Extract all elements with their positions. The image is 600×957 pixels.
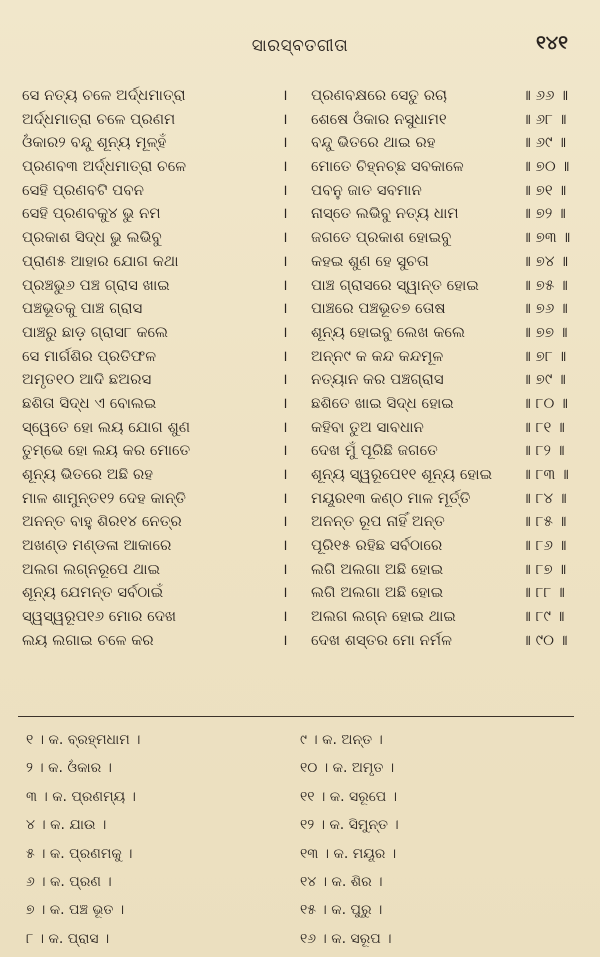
verse-row bbox=[0, 155, 600, 179]
verse-row bbox=[0, 368, 600, 392]
verse-right-half: ମୟୂର୧୩ କଣ୍ଠ ମାଳ ମୂର୍ତ୍ତି bbox=[311, 488, 471, 507]
verse-left-half: ସେ ନତ୍ୟ ଚଳେ ଅର୍ଦ୍ଧମାତ୍ରା bbox=[22, 86, 186, 104]
verse-row bbox=[0, 416, 600, 440]
footnote-left: ୧ । କ. ବ୍ରହ୍ମଧାମ । bbox=[26, 732, 141, 748]
footnote-divider bbox=[18, 716, 574, 717]
verse-separator: । bbox=[282, 322, 288, 341]
verse-separator: । bbox=[282, 133, 288, 152]
verse-left-half: ପ୍ରଞ୍ଚଭୁ୬ ପଞ୍ଚ ଗ୍ରାସ ଖାଇ bbox=[22, 275, 170, 294]
footnote-right: ୧୦ । କ. ଅମୃତ । bbox=[300, 760, 395, 777]
verse-right-half: ଲଗି ଅଲଗା ଅଛି ହୋଇ bbox=[311, 559, 444, 578]
verse-number: ॥ ୮୯ ॥ bbox=[522, 607, 565, 626]
verse-right-half: ପବନୁ ଜାତ ସବମାନ bbox=[311, 180, 422, 199]
verse-separator: । bbox=[282, 393, 288, 412]
verse-separator: । bbox=[282, 630, 288, 649]
footnote-right: ୧୧ । କ. ସରୂପେ । bbox=[300, 788, 398, 805]
footnote-right: ୧୫ । କ. ପୁରୁ । bbox=[300, 902, 383, 919]
footnote-right: ୧୪ । କ. ଶିର । bbox=[300, 873, 383, 890]
verse-number: ॥ ୭୮ ॥ bbox=[522, 346, 567, 365]
verse-right-half: ଶୂନ୍ୟ ହୋଇବୁ ଲେଖ କଲେ bbox=[311, 322, 466, 341]
footnote-left: ୮ । କ. ପ୍ରାସ । bbox=[26, 930, 110, 947]
verse-row bbox=[0, 439, 600, 463]
verse-row bbox=[0, 510, 600, 534]
verse-row bbox=[0, 581, 600, 605]
verse-left-half: ଅର୍ଦ୍ଧମାତ୍ରା ଚଳେ ପ୍ରଣମ bbox=[22, 109, 176, 128]
verse-left-half: ଲୟ ଲଗାଇ ଚଳେ କର bbox=[22, 630, 154, 649]
verse-row bbox=[0, 84, 600, 108]
verse-separator: । bbox=[282, 536, 288, 555]
footnote-left: ୬ । କ. ପ୍ରଣ । bbox=[26, 873, 112, 890]
verse-number: ॥ ୮୮ ॥ bbox=[522, 583, 565, 602]
verse-separator: । bbox=[282, 559, 288, 578]
footnote-row bbox=[0, 868, 600, 896]
footnote-left: ୩ । କ. ପ୍ରଣମ୍ୟ । bbox=[26, 788, 136, 805]
verse-number: ॥ ୮୭ ॥ bbox=[522, 559, 567, 578]
verse-separator: । bbox=[282, 86, 288, 104]
verse-separator: । bbox=[282, 251, 288, 270]
verse-number: ॥ ୮୬ ॥ bbox=[522, 536, 567, 555]
verse-row bbox=[0, 629, 600, 653]
verse-number: ॥ ୯୦ ॥ bbox=[522, 630, 568, 649]
verse-number: ॥ ୮୦ ॥ bbox=[522, 393, 568, 412]
footnote-row bbox=[0, 726, 600, 754]
verse-number: ॥ ୬୬ ॥ bbox=[522, 86, 569, 104]
page-header bbox=[0, 30, 600, 66]
verse-row bbox=[0, 605, 600, 629]
verse-number: ॥ ୮୨ ॥ bbox=[522, 441, 565, 460]
verse-right-half: ନାସ୍ତେ ଲଭିବୁ ନତ୍ୟ ଧାମ bbox=[311, 204, 459, 223]
verse-separator: । bbox=[282, 488, 288, 507]
verse-right-half: ଦେଖ ଶସ୍ତର ମୋ ନର୍ମଳ bbox=[311, 630, 452, 649]
footnote-row bbox=[0, 754, 600, 782]
footnote-row bbox=[0, 925, 600, 953]
verse-left-half: ପ୍ରଣବ୩ ଅର୍ଦ୍ଧମାତ୍ରା ଚଳେ bbox=[22, 157, 187, 176]
verse-left-half: ସେହି ପ୍ରଣବଟି ପବନ bbox=[22, 180, 144, 199]
verse-number: ॥ ୮୩ ॥ bbox=[522, 465, 569, 483]
verse-separator: । bbox=[282, 109, 288, 128]
verse-row bbox=[0, 321, 600, 345]
verse-number: ॥ ୮୧ ॥ bbox=[522, 417, 565, 436]
verse-right-half: କହିବା ତୁଅ ସାବଧାନ bbox=[311, 417, 424, 436]
verse-number: ॥ ୭୩ ॥ bbox=[522, 228, 571, 247]
verse-separator: । bbox=[282, 512, 288, 531]
verse-left-half: ସ୍ୱସ୍ୱରୂପ୧୬ ମୋର ଦେଖ bbox=[22, 607, 177, 626]
verse-row bbox=[0, 558, 600, 582]
verse-right-half: ଅନନ୍ତ ରୂପ ନାହିଁ ଅନ୍ତ bbox=[311, 512, 445, 531]
verse-number: ॥ ୭୬ ॥ bbox=[522, 299, 568, 318]
verse-right-half: ଶେଷେ ଓଁକାର ନସୁଧାମ୧ bbox=[311, 109, 447, 128]
verse-row bbox=[0, 297, 600, 321]
verse-left-half: ସ୍ୱେତେ ହୋ ଲୟ ଯୋଗ ଶୁଣ bbox=[22, 417, 191, 436]
verse-separator: । bbox=[282, 441, 288, 460]
verse-number: ॥ ୭୨ ॥ bbox=[522, 204, 566, 223]
footnote-row bbox=[0, 783, 600, 811]
verse-right-half: ପାଞ୍ଚରେ ପଞ୍ଚଭୂତ୭ ତୋଷ bbox=[311, 299, 446, 318]
verse-left-half: ପ୍ରାଣ୫ ଆହାର ଯୋଗ କଥା bbox=[22, 251, 179, 270]
footnote-left: ୭ । କ. ପଞ୍ଚ ଭୂତ । bbox=[26, 902, 125, 919]
verse-row bbox=[0, 274, 600, 298]
verse-separator: । bbox=[282, 370, 288, 389]
verse-right-half: କହଇ ଶୁଣ ହେ ସୁଚତା bbox=[311, 251, 429, 270]
footnote-list bbox=[0, 726, 600, 953]
verse-number: ॥ ୭୦ ॥ bbox=[522, 157, 570, 176]
verse-separator: । bbox=[282, 465, 288, 483]
verse-left-half: ଓଁକାର୨ ବନ୍ଦୁ ଶୂନ୍ୟ ମୂଳ୍ହଁ bbox=[22, 133, 167, 152]
verse-left-half: ପାଞ୍ଚରୁ ଛାଡ଼ ଗ୍ରାସ୮ କଲେ bbox=[22, 322, 169, 341]
page-number: ୧୪୧ bbox=[536, 32, 568, 54]
verse-right-half: ଅନ୍ନ୯ କ କନ୍ଦ କନ୍ଦମୂଳ bbox=[311, 346, 444, 365]
verse-right-half: ପ୍ରଣବକ୍ଷରେ ସେତୁ ରଚା bbox=[311, 86, 448, 104]
verse-right-half: ନତ୍ୟାନ କର ପଞ୍ଚଗ୍ରାସ bbox=[311, 370, 444, 389]
verse-row bbox=[0, 250, 600, 274]
verse-left-half: ଅମୃତ୧୦ ଆଦି ଛଅରସ bbox=[22, 370, 152, 389]
verse-row bbox=[0, 392, 600, 416]
verse-left-half: ଅନନ୍ତ ବାହୁ ଶିର୧୪ ନେତ୍ର bbox=[22, 512, 182, 531]
verse-right-half: ଅଲଗ ଲଗ୍ନ ହୋଇ ଥାଇ bbox=[311, 607, 456, 626]
verse-number: ॥ ୮୪ ॥ bbox=[522, 488, 567, 507]
verse-left-half: ପଞ୍ଚଭୂତକୁ ପାଞ୍ଚ ଗ୍ରାସ bbox=[22, 299, 143, 318]
footnote-left: ୫ । କ. ପ୍ରଣମକୁ । bbox=[26, 845, 133, 862]
verse-separator: । bbox=[282, 204, 288, 223]
footnote-right: ୧୬ । କ. ସରୂପ । bbox=[300, 930, 392, 947]
verse-number: ॥ ୬୯ ॥ bbox=[522, 133, 567, 152]
verse-left-half: ଶୂନ୍ୟ ଯେମନ୍ତ ସର୍ବଠାଇଁ bbox=[22, 583, 164, 602]
verse-right-half: ମୋତେ ଚିହ୍ନଚ୍ଛ ସବକାଳେ bbox=[311, 157, 464, 176]
verse-row bbox=[0, 463, 600, 487]
footnote-right: ୧୨ । କ. ସିମୁନ୍ତ । bbox=[300, 817, 399, 834]
verse-number: ॥ ୭୯ ॥ bbox=[522, 370, 566, 389]
verse-separator: । bbox=[282, 157, 288, 176]
verse-separator: । bbox=[282, 228, 288, 247]
verse-left-half: ସେ ମାର୍ଗଶିର ପ୍ରତିଫଳ bbox=[22, 346, 157, 365]
verse-left-half: ଛଶିତା ସିଦ୍ଧ ଏ ବୋଲଇ bbox=[22, 393, 157, 412]
footnote-left: ୨ । କ. ଓଁକାର । bbox=[26, 760, 112, 777]
verse-list bbox=[0, 84, 600, 653]
verse-right-half: ଜଗତେ ପ୍ରକାଶ ହୋଇବୁ bbox=[311, 228, 452, 247]
verse-row bbox=[0, 226, 600, 250]
verse-row bbox=[0, 108, 600, 132]
verse-row bbox=[0, 345, 600, 369]
verse-number: ॥ ୭୫ ॥ bbox=[522, 275, 568, 294]
verse-right-half: ଦେଖ ମୁଁ ପୂରିଛି ଜଗତେ bbox=[311, 441, 438, 460]
footnote-row bbox=[0, 811, 600, 839]
verse-row bbox=[0, 131, 600, 155]
verse-left-half: ପ୍ରକାଶ ସିଦ୍ଧ ଭୁ ଲଭିବୁ bbox=[22, 228, 162, 247]
verse-number: ॥ ୬୮ ॥ bbox=[522, 109, 567, 128]
verse-right-half: ଲଗି ଅଲଗା ଅଛି ହୋଇ bbox=[311, 583, 444, 602]
verse-right-half: ପାଞ୍ଚ ଗ୍ରାସରେ ସ୍ୱାନ୍ତ ହୋଇ bbox=[311, 275, 479, 294]
verse-separator: । bbox=[282, 417, 288, 436]
verse-separator: । bbox=[282, 607, 288, 626]
verse-left-half: ଅଲଗ ଲଗ୍ନରୂପେ ଥାଇ bbox=[22, 559, 161, 578]
footnote-right: ୯ । କ. ଅନ୍ତ । bbox=[300, 732, 383, 748]
verse-separator: । bbox=[282, 346, 288, 365]
verse-right-half: ଛଶିତେ ଖାଇ ସିଦ୍ଧ ହୋଇ bbox=[311, 393, 454, 412]
verse-separator: । bbox=[282, 275, 288, 294]
verse-separator: । bbox=[282, 180, 288, 199]
footnote-right: ୧୩ । କ. ମୟୂର । bbox=[300, 845, 397, 862]
verse-right-half: ବନ୍ଦୁ ଭିତରେ ଥାଇ ରହ bbox=[311, 133, 436, 152]
verse-left-half: ସେହି ପ୍ରଣବକୁ୪ ଭୁ ନମ bbox=[22, 204, 161, 223]
verse-number: ॥ ୭୧ ॥ bbox=[522, 180, 567, 199]
verse-right-half: ଶୂନ୍ୟ ସ୍ୱରୂପେ୧୧ ଶୂନ୍ୟ ହୋଇ bbox=[311, 465, 493, 483]
verse-number: ॥ ୭୪ ॥ bbox=[522, 251, 569, 270]
footnote-left: ୪ । କ. ଯାଉ । bbox=[26, 817, 107, 834]
verse-separator: । bbox=[282, 583, 288, 602]
verse-left-half: ତୁମ୍ଭେ ହୋ ଲୟ କର ମୋତେ bbox=[22, 441, 191, 460]
footnote-row bbox=[0, 896, 600, 924]
verse-row bbox=[0, 534, 600, 558]
verse-number: ॥ ୭୭ ॥ bbox=[522, 322, 568, 341]
verse-row bbox=[0, 179, 600, 203]
running-title: ସାରସ୍ବତଗୀତା bbox=[251, 36, 349, 56]
verse-number: ॥ ୮୫ ॥ bbox=[522, 512, 567, 531]
verse-left-half: ଶୂନ୍ୟ ଭିତରେ ଅଛି ରହ bbox=[22, 465, 154, 483]
verse-row bbox=[0, 487, 600, 511]
verse-right-half: ପୂରି୧୫ ରହିଛ ସର୍ବଠାରେ bbox=[311, 536, 443, 555]
verse-separator: । bbox=[282, 299, 288, 318]
footnote-row bbox=[0, 840, 600, 868]
verse-row bbox=[0, 202, 600, 226]
verse-left-half: ଅଖଣ୍ଡ ମଣ୍ଡଳା ଆକାରେ bbox=[22, 536, 172, 555]
verse-left-half: ମାଳ ଶାମୁନ୍ତ୧୨ ଦେହ କାନ୍ତି bbox=[22, 488, 187, 507]
